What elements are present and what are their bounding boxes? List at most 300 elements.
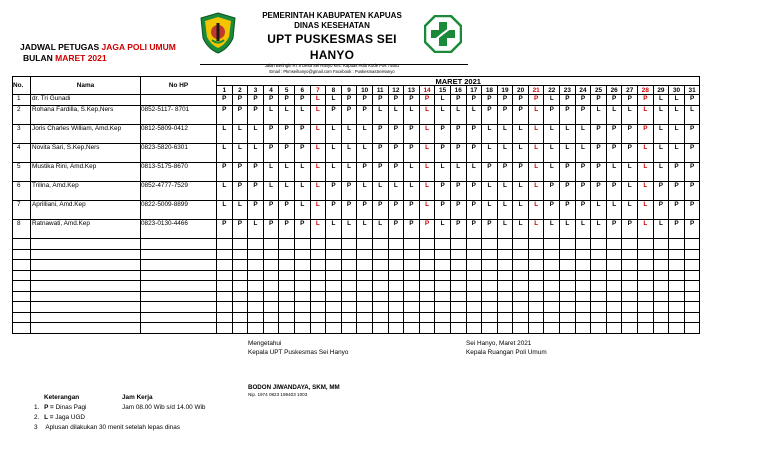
- shift-cell: L: [513, 144, 529, 163]
- shift-cell: L: [544, 163, 560, 182]
- empty-cell: [248, 312, 264, 323]
- empty-cell: [528, 291, 544, 302]
- shift-cell: P: [606, 144, 622, 163]
- shift-cell: L: [294, 163, 310, 182]
- empty-cell: [544, 239, 560, 250]
- empty-cell: [575, 302, 591, 313]
- shift-cell: P: [326, 106, 342, 125]
- shift-cell: L: [419, 125, 435, 144]
- empty-cell: [310, 281, 326, 292]
- shift-cell: P: [497, 163, 513, 182]
- shift-cell: P: [357, 201, 373, 220]
- staff-name: Ratnawati, Amd.Kep: [31, 220, 141, 239]
- row-number: 7: [13, 201, 31, 220]
- empty-cell: [497, 323, 513, 334]
- empty-cell: [232, 291, 248, 302]
- staff-name: Novita Sari, S.Kep,Ners: [31, 144, 141, 163]
- empty-cell: [232, 302, 248, 313]
- empty-cell: [606, 323, 622, 334]
- shift-cell: L: [513, 201, 529, 220]
- shift-cell: L: [310, 106, 326, 125]
- shift-cell: L: [341, 163, 357, 182]
- empty-cell: [638, 249, 654, 260]
- empty-cell: [263, 239, 279, 250]
- shift-cell: L: [232, 125, 248, 144]
- empty-cell: [606, 302, 622, 313]
- empty-cell: [141, 312, 217, 323]
- empty-cell: [684, 281, 700, 292]
- empty-cell: [482, 270, 498, 281]
- shift-cell: P: [263, 144, 279, 163]
- shift-cell: P: [357, 163, 373, 182]
- shift-cell: L: [466, 106, 482, 125]
- shift-cell: P: [248, 95, 264, 106]
- shift-cell: P: [217, 95, 233, 106]
- empty-cell: [217, 323, 233, 334]
- shift-cell: P: [544, 182, 560, 201]
- shift-cell: P: [466, 144, 482, 163]
- empty-cell: [466, 302, 482, 313]
- shift-cell: P: [653, 201, 669, 220]
- empty-cell: [684, 260, 700, 271]
- empty-cell: [435, 239, 451, 250]
- empty-cell: [466, 323, 482, 334]
- shift-cell: L: [263, 106, 279, 125]
- empty-cell: [450, 281, 466, 292]
- shift-cell: P: [372, 201, 388, 220]
- header-hp: No HP: [141, 77, 217, 95]
- day-header: 22: [544, 86, 560, 95]
- empty-cell: [141, 323, 217, 334]
- empty-cell: [279, 260, 295, 271]
- empty-cell: [528, 239, 544, 250]
- staff-name: Rohana Fardilla, S.Kep,Ners: [31, 106, 141, 125]
- shift-cell: L: [388, 182, 404, 201]
- empty-cell: [419, 249, 435, 260]
- shift-cell: P: [279, 95, 295, 106]
- empty-cell: [279, 323, 295, 334]
- day-header: 18: [482, 86, 498, 95]
- shift-cell: L: [606, 201, 622, 220]
- shift-cell: L: [528, 125, 544, 144]
- empty-cell: [591, 312, 607, 323]
- shift-cell: P: [404, 95, 420, 106]
- empty-cell: [141, 302, 217, 313]
- empty-cell: [13, 323, 31, 334]
- empty-cell: [141, 249, 217, 260]
- empty-cell: [560, 291, 576, 302]
- empty-cell: [450, 270, 466, 281]
- empty-cell: [482, 302, 498, 313]
- shift-cell: L: [419, 182, 435, 201]
- empty-cell: [263, 312, 279, 323]
- empty-cell: [638, 270, 654, 281]
- empty-cell: [341, 302, 357, 313]
- day-header: 14: [419, 86, 435, 95]
- empty-cell: [513, 249, 529, 260]
- empty-cell: [638, 281, 654, 292]
- empty-cell: [310, 323, 326, 334]
- signatory-name: BODON JIWANDAYA, SKM, MM: [248, 384, 340, 391]
- empty-cell: [653, 249, 669, 260]
- empty-cell: [217, 302, 233, 313]
- empty-cell: [248, 281, 264, 292]
- empty-cell: [232, 281, 248, 292]
- empty-cell: [232, 323, 248, 334]
- shift-cell: P: [622, 95, 638, 106]
- empty-cell: [544, 281, 560, 292]
- day-header: 26: [606, 86, 622, 95]
- shift-cell: P: [388, 201, 404, 220]
- empty-cell: [435, 281, 451, 292]
- address-text: Jalan Beringin RT.II Desa Sei Hanyo Kec. Kapuas Hulu Kode Pos 74581: [264, 63, 400, 68]
- empty-cell: [404, 312, 420, 323]
- row-number: 4: [13, 144, 31, 163]
- shift-cell: L: [341, 220, 357, 239]
- shift-cell: P: [263, 201, 279, 220]
- empty-cell: [638, 239, 654, 250]
- empty-cell: [528, 270, 544, 281]
- empty-cell: [606, 281, 622, 292]
- empty-cell: [232, 260, 248, 271]
- empty-cell: [141, 260, 217, 271]
- shift-cell: L: [497, 201, 513, 220]
- shift-cell: P: [575, 201, 591, 220]
- empty-cell: [357, 323, 373, 334]
- empty-cell: [435, 249, 451, 260]
- shift-cell: L: [528, 201, 544, 220]
- empty-cell: [560, 281, 576, 292]
- shift-cell: L: [419, 144, 435, 163]
- empty-cell: [388, 249, 404, 260]
- staff-phone: 0822-5009-8899: [141, 201, 217, 220]
- empty-cell: [622, 239, 638, 250]
- shift-cell: L: [684, 106, 700, 125]
- shift-cell: L: [232, 144, 248, 163]
- work-hours-value: Jam 08.00 Wib s/d 14.00 Wib: [122, 404, 206, 411]
- shift-cell: L: [653, 106, 669, 125]
- empty-cell: [294, 260, 310, 271]
- shift-cell: L: [263, 182, 279, 201]
- table-row: [13, 163, 700, 182]
- shift-cell: P: [560, 95, 576, 106]
- shift-cell: P: [669, 163, 685, 182]
- shift-cell: L: [482, 144, 498, 163]
- empty-cell: [450, 302, 466, 313]
- empty-cell: [388, 291, 404, 302]
- empty-cell: [591, 291, 607, 302]
- empty-cell: [513, 239, 529, 250]
- empty-cell: [310, 249, 326, 260]
- shift-cell: P: [232, 106, 248, 125]
- shift-cell: P: [435, 144, 451, 163]
- shift-cell: L: [310, 125, 326, 144]
- empty-cell: [638, 312, 654, 323]
- shift-cell: L: [310, 182, 326, 201]
- shift-cell: L: [419, 163, 435, 182]
- shift-cell: P: [575, 95, 591, 106]
- empty-cell: [13, 239, 31, 250]
- shift-cell: L: [419, 201, 435, 220]
- shift-cell: P: [528, 95, 544, 106]
- shift-cell: L: [669, 125, 685, 144]
- shift-cell: P: [248, 106, 264, 125]
- shift-cell: P: [669, 182, 685, 201]
- empty-cell: [31, 270, 141, 281]
- shift-cell: P: [450, 144, 466, 163]
- empty-cell: [450, 323, 466, 334]
- empty-cell: [669, 249, 685, 260]
- shift-cell: P: [622, 220, 638, 239]
- shift-cell: L: [341, 144, 357, 163]
- empty-cell: [482, 312, 498, 323]
- shift-cell: P: [513, 95, 529, 106]
- shift-cell: L: [310, 163, 326, 182]
- government-name: PEMERINTAH KABUPATEN KAPUAS: [262, 11, 402, 20]
- empty-cell: [435, 302, 451, 313]
- shift-cell: L: [357, 125, 373, 144]
- shift-cell: L: [528, 182, 544, 201]
- shift-cell: P: [404, 144, 420, 163]
- empty-cell: [575, 260, 591, 271]
- shift-cell: L: [528, 144, 544, 163]
- empty-cell: [279, 281, 295, 292]
- empty-cell: [497, 281, 513, 292]
- empty-cell: [513, 323, 529, 334]
- shift-cell: L: [372, 182, 388, 201]
- shift-cell: L: [357, 220, 373, 239]
- shift-cell: L: [232, 201, 248, 220]
- puskesmas-logo-icon: [424, 15, 462, 53]
- shift-cell: P: [669, 220, 685, 239]
- department-name: DINAS KESEHATAN: [294, 21, 370, 30]
- empty-cell: [638, 302, 654, 313]
- header-nama: Nama: [31, 77, 141, 95]
- shift-cell: P: [450, 95, 466, 106]
- empty-cell: [653, 323, 669, 334]
- shift-cell: P: [638, 95, 654, 106]
- shift-cell: L: [482, 182, 498, 201]
- shift-cell: L: [638, 144, 654, 163]
- shift-cell: L: [326, 144, 342, 163]
- empty-cell: [310, 260, 326, 271]
- empty-cell: [622, 249, 638, 260]
- header-no: No.: [13, 77, 31, 95]
- empty-cell: [279, 249, 295, 260]
- empty-cell: [141, 281, 217, 292]
- empty-cell: [372, 260, 388, 271]
- puskesmas-name: UPT PUSKESMAS SEI HANYO: [267, 32, 397, 62]
- empty-cell: [669, 239, 685, 250]
- empty-cell: [591, 249, 607, 260]
- shift-cell: P: [684, 125, 700, 144]
- shift-cell: L: [310, 220, 326, 239]
- shift-cell: P: [357, 106, 373, 125]
- empty-cell: [606, 239, 622, 250]
- empty-cell: [217, 270, 233, 281]
- empty-cell: [248, 302, 264, 313]
- shift-cell: L: [450, 106, 466, 125]
- shift-cell: P: [591, 144, 607, 163]
- empty-cell: [575, 291, 591, 302]
- month-header: MARET 2021: [217, 77, 700, 86]
- empty-cell: [248, 239, 264, 250]
- empty-cell: [31, 323, 141, 334]
- empty-cell: [482, 239, 498, 250]
- shift-cell: L: [513, 220, 529, 239]
- empty-cell: [141, 270, 217, 281]
- shift-cell: P: [388, 95, 404, 106]
- shift-cell: L: [653, 220, 669, 239]
- empty-cell: [497, 312, 513, 323]
- empty-cell: [326, 302, 342, 313]
- empty-cell: [669, 291, 685, 302]
- empty-cell: [248, 323, 264, 334]
- empty-cell: [669, 302, 685, 313]
- shift-cell: P: [466, 201, 482, 220]
- empty-cell: [653, 260, 669, 271]
- empty-cell: [217, 239, 233, 250]
- shift-cell: P: [482, 95, 498, 106]
- row-number: 5: [13, 163, 31, 182]
- shift-cell: L: [591, 106, 607, 125]
- empty-cell: [544, 291, 560, 302]
- shift-cell: P: [341, 182, 357, 201]
- empty-cell: [357, 291, 373, 302]
- row-number: 8: [13, 220, 31, 239]
- day-header: 7: [310, 86, 326, 95]
- staff-phone: 0812-5809-0412: [141, 125, 217, 144]
- shift-cell: P: [669, 201, 685, 220]
- empty-cell: [528, 302, 544, 313]
- empty-cell: [606, 291, 622, 302]
- empty-cell: [575, 281, 591, 292]
- legend-item-2: 2. L = Jaga UGD: [34, 414, 86, 421]
- empty-cell: [294, 239, 310, 250]
- empty-cell: [528, 312, 544, 323]
- shift-cell: L: [497, 220, 513, 239]
- empty-cell: [388, 281, 404, 292]
- shift-cell: P: [482, 163, 498, 182]
- shift-cell: P: [248, 201, 264, 220]
- shift-cell: L: [622, 201, 638, 220]
- empty-row: [13, 281, 700, 292]
- empty-cell: [435, 312, 451, 323]
- empty-cell: [13, 281, 31, 292]
- empty-cell: [653, 239, 669, 250]
- shift-cell: L: [575, 125, 591, 144]
- header-row: [13, 77, 700, 86]
- empty-cell: [435, 260, 451, 271]
- shift-cell: L: [404, 182, 420, 201]
- empty-cell: [544, 270, 560, 281]
- shift-cell: P: [450, 220, 466, 239]
- empty-cell: [31, 312, 141, 323]
- letterhead: [244, 11, 420, 75]
- day-header: 1: [217, 86, 233, 95]
- empty-cell: [560, 249, 576, 260]
- empty-cell: [591, 260, 607, 271]
- empty-cell: [419, 270, 435, 281]
- empty-cell: [341, 239, 357, 250]
- shift-cell: P: [232, 182, 248, 201]
- empty-cell: [622, 281, 638, 292]
- signatory-nip: Nip. 1974 0823 199403 1003: [248, 392, 308, 397]
- empty-cell: [248, 249, 264, 260]
- shift-cell: P: [294, 144, 310, 163]
- empty-row: [13, 323, 700, 334]
- shift-cell: L: [638, 201, 654, 220]
- shift-cell: L: [326, 95, 342, 106]
- empty-cell: [560, 239, 576, 250]
- empty-cell: [450, 239, 466, 250]
- staff-phone: 0852-5117- 8701: [141, 106, 217, 125]
- shift-cell: L: [435, 95, 451, 106]
- shift-cell: L: [560, 220, 576, 239]
- empty-cell: [388, 323, 404, 334]
- empty-cell: [263, 270, 279, 281]
- shift-cell: P: [341, 106, 357, 125]
- shift-cell: P: [279, 201, 295, 220]
- empty-cell: [357, 281, 373, 292]
- empty-cell: [622, 270, 638, 281]
- shift-cell: P: [466, 182, 482, 201]
- shift-cell: L: [326, 125, 342, 144]
- empty-cell: [684, 323, 700, 334]
- empty-cell: [466, 260, 482, 271]
- staff-phone: 0823-0130-4466: [141, 220, 217, 239]
- shift-cell: P: [606, 182, 622, 201]
- shift-cell: P: [591, 163, 607, 182]
- empty-cell: [653, 302, 669, 313]
- empty-cell: [357, 312, 373, 323]
- shift-cell: P: [435, 125, 451, 144]
- staff-name: Mustika Rini, Amd.Kep: [31, 163, 141, 182]
- empty-cell: [141, 291, 217, 302]
- empty-cell: [372, 323, 388, 334]
- shift-cell: L: [217, 201, 233, 220]
- shift-cell: P: [294, 95, 310, 106]
- empty-cell: [497, 239, 513, 250]
- shift-cell: L: [279, 182, 295, 201]
- shift-cell: P: [544, 201, 560, 220]
- empty-cell: [357, 270, 373, 281]
- empty-cell: [684, 312, 700, 323]
- shift-cell: P: [606, 95, 622, 106]
- empty-cell: [357, 239, 373, 250]
- empty-cell: [372, 302, 388, 313]
- day-header: 24: [575, 86, 591, 95]
- staff-name: dr. Tri Gunadi: [31, 95, 141, 106]
- shift-cell: P: [357, 95, 373, 106]
- empty-cell: [279, 239, 295, 250]
- empty-cell: [669, 323, 685, 334]
- shift-cell: L: [622, 163, 638, 182]
- shift-cell: L: [357, 144, 373, 163]
- empty-cell: [294, 302, 310, 313]
- empty-cell: [497, 291, 513, 302]
- day-header: 25: [591, 86, 607, 95]
- empty-cell: [622, 291, 638, 302]
- day-header: 11: [372, 86, 388, 95]
- shift-cell: L: [482, 125, 498, 144]
- empty-cell: [310, 291, 326, 302]
- empty-cell: [31, 249, 141, 260]
- empty-cell: [419, 312, 435, 323]
- shift-cell: L: [544, 144, 560, 163]
- shift-cell: P: [248, 163, 264, 182]
- empty-cell: [388, 302, 404, 313]
